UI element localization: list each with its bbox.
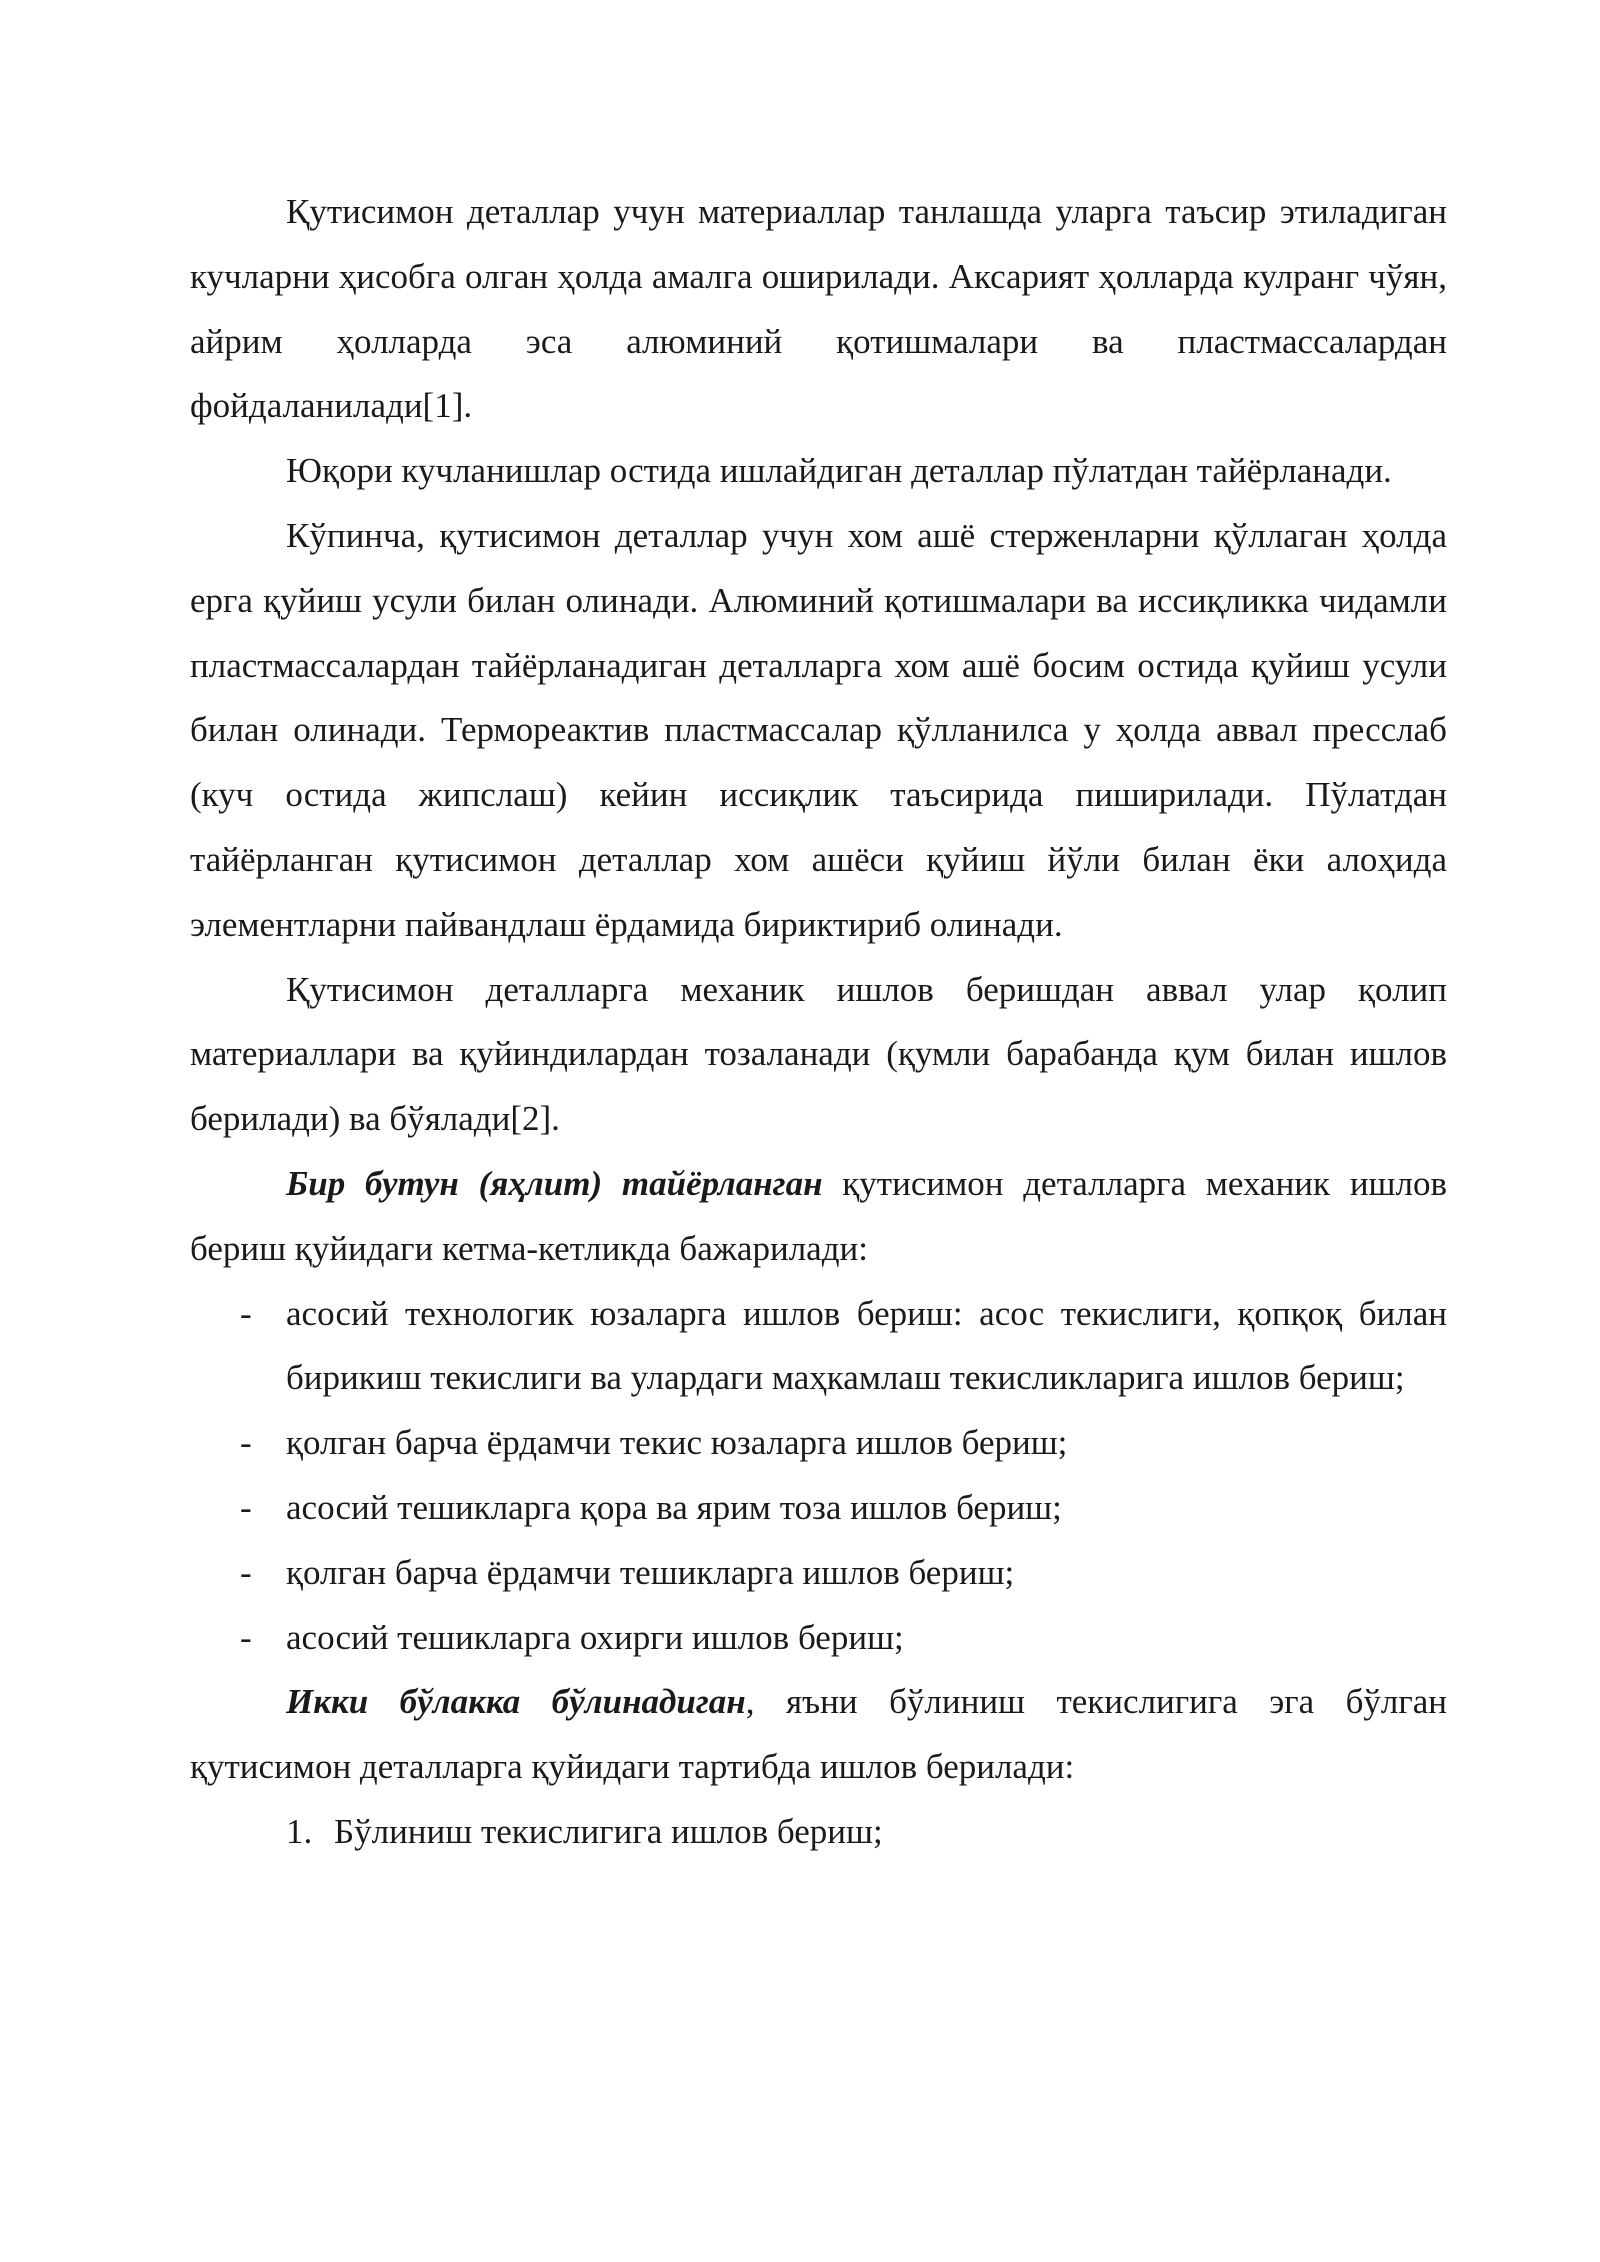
dash-marker: - [240, 1487, 252, 1527]
list-item [190, 1476, 1447, 1541]
paragraph-one-piece-text: қутисимон деталларга механик ишлов бериш қуйидаги кетма-кетликда бажарилади: [190, 1163, 1447, 1268]
processing-steps-list [190, 1282, 1447, 1671]
dash-marker: - [240, 1423, 252, 1463]
dash-marker: - [240, 1617, 252, 1657]
list-item [190, 1282, 1447, 1412]
number-marker: 1. [286, 1811, 313, 1851]
list-item-text: Бўлиниш текислигига ишлов бериш; [334, 1811, 883, 1851]
list-item [190, 1541, 1447, 1606]
paragraph-material-selection: Қутисимон деталлар учун материаллар танлашда уларга таъсир этиладиган кучларни ҳисобга олган ҳолда амалга оширилади. Аксарият ҳолларда кулранг чўян, айрим ҳолларда эса алюминий қотишмалари ва пластмассалардан фойдаланилади[1]. [190, 192, 1447, 426]
emphasis-one-piece: Бир бутун (яҳлит) тайёрланган [286, 1163, 823, 1203]
paragraph-two-piece-text: , яъни бўлиниш текислигига эга бўлган қутисимон деталларга қуйидаги тартибда ишлов берилади: [190, 1682, 1448, 1787]
paragraph-two-piece-order [190, 1670, 1447, 1800]
paragraph-blank-production: Кўпинча, қутисимон деталлар учун хом ашё стерженларни қўллаган ҳолда ерга қуйиш усули билан олинади. Алюминий қотишмалари ва иссиқликка чидамли пластмассалардан тайёрланадиган деталларга хом ашё босим остида қуйиш усули билан олинади. Термореактив пластмассалар қўлланилса у ҳолда аввал пресслаб (куч остида жипслаш) кейин иссиқлик таъсирида пиширилади. Пўлатдан тайёрланган қутисимон деталлар хом ашёси қуйиш йўли билан ёки алоҳида элементларни пайвандлаш ёрдамида бириктириб олинади. [190, 515, 1447, 944]
paragraph-one-piece-sequence [190, 1152, 1447, 1282]
list-item [190, 1411, 1447, 1476]
numbered-steps-list [190, 1800, 1447, 1865]
list-item [190, 1800, 1447, 1865]
paragraph-cleaning: Қутисимон деталларга механик ишлов беришдан аввал улар қолип материаллари ва қуйиндилардан тозаланади (қумли барабанда қум билан ишлов берилади) ва бўялади[2]. [190, 969, 1447, 1139]
emphasis-two-piece: Икки бўлакка бўлинадиган [286, 1682, 746, 1722]
list-item [190, 1606, 1447, 1671]
paragraph-high-stress-parts: Юқори кучланишлар остида ишлайдиган деталлар пўлатдан тайёрланади. [286, 451, 1392, 491]
list-item-text: асосий тешикларга қора ва ярим тоза ишлов бериш; [286, 1487, 1062, 1527]
document-body [190, 180, 1447, 1865]
list-item-text: асосий тешикларга охирги ишлов бериш; [286, 1617, 904, 1657]
dash-marker: - [240, 1293, 252, 1333]
dash-marker: - [240, 1552, 252, 1592]
list-item-text: қолган барча ёрдамчи текис юзаларга ишлов бериш; [286, 1423, 1068, 1463]
list-item-text: асосий технологик юзаларга ишлов бериш: асос текислиги, қопқоқ билан бирикиш текислиги ва улардаги маҳкамлаш текисликларига ишлов бериш; [286, 1293, 1447, 1398]
list-item-text: қолган барча ёрдамчи тешикларга ишлов бериш; [286, 1552, 1015, 1592]
